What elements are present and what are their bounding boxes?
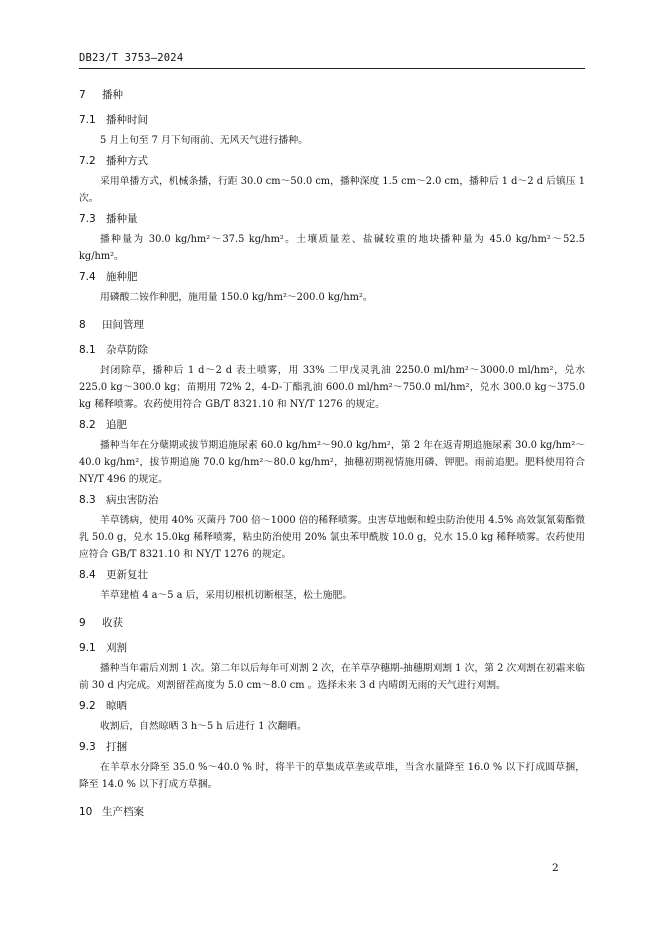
heading-number: 7 [79, 89, 86, 101]
heading-title: 更新复壮 [106, 569, 148, 581]
body-paragraph: 5 月上旬至 7 月下旬雨前、无风天气进行播种。 [100, 135, 308, 146]
clause-heading [79, 108, 585, 132]
clause-heading [79, 488, 585, 512]
heading-number: 9.1 [79, 642, 96, 654]
body-paragraph: 羊草建植 4 a～5 a 后，采用切根机切断根茎，松土施肥。 [100, 590, 353, 601]
heading-title: 刈割 [106, 642, 127, 654]
heading-title: 杂草防除 [106, 344, 148, 356]
body-paragraph: 播种当年霜后刈割 1 次。第二年以后每年可刈割 2 次，在羊草孕穗期-抽穗期刈割 1 次，第 2 次刈割在初霜来临前 30 d 内完成。刈割留茬高度为 5.0 cm～8.0 cm 。选择未来 3 d 内晴朗无雨的天气进行刈割。 [79, 663, 585, 691]
chapter-heading [79, 82, 585, 108]
heading-title: 收获 [102, 617, 123, 629]
heading-title: 追肥 [106, 419, 127, 431]
heading-title: 田间管理 [102, 319, 144, 331]
heading-title: 播种时间 [106, 114, 148, 126]
body-paragraph: 封闭除草，播种后 1 d～2 d 表土喷雾，用 33% 二甲戊灵乳油 2250.0 ml/hm²～3000.0 ml/hm²，兑水 225.0 kg～300.0 kg；苗期用 72% 2，4-D-丁酯乳油 600.0 ml/hm²～750.0 ml/hm²，兑水 300.0 kg～375.0 kg 稀释喷雾。农药使用符合 GB/T 8321.10 和 NY/T 1276 的规定。 [79, 365, 585, 410]
heading-number: 8.1 [79, 344, 96, 356]
heading-title: 生产档案 [102, 806, 144, 818]
header-rule [79, 68, 585, 69]
heading-number: 8.4 [79, 569, 96, 581]
chapter-heading [79, 610, 585, 636]
clause-heading [79, 207, 585, 231]
body-paragraph: 用磷酸二铵作种肥，施用量 150.0 kg/hm²～200.0 kg/hm²。 [100, 292, 373, 303]
clause-heading [79, 265, 585, 289]
heading-title: 播种量 [106, 213, 138, 225]
body-paragraph: 收割后，自然晾晒 3 h～5 h 后进行 1 次翻晒。 [100, 721, 307, 732]
heading-number: 8.2 [79, 419, 96, 431]
chapter-heading [79, 799, 585, 825]
heading-title: 病虫害防治 [106, 494, 159, 506]
heading-number: 9.3 [79, 741, 96, 753]
heading-number: 9 [79, 617, 86, 629]
body-paragraph: 播种当年在分蘖期或拔节期追施尿素 60.0 kg/hm²～90.0 kg/hm²，第 2 年在返青期追施尿素 30.0 kg/hm²～40.0 kg/hm²，拔节期追施 70.0 kg/hm²～80.0 kg/hm²，抽穗初期视情施用磷、钾肥。雨前追肥。肥料使用符合 NY/T 496 的规定。 [79, 440, 585, 485]
heading-number: 7.3 [79, 213, 96, 225]
clause-heading [79, 338, 585, 362]
body-paragraph: 播种量为 30.0 kg/hm²～37.5 kg/hm²。土壤质量差、盐碱较重的地块播种量为 45.0 kg/hm²～52.5 kg/hm²。 [79, 234, 585, 262]
document-code: DB23/T 3753—2024 [79, 52, 184, 64]
heading-number: 7.4 [79, 271, 96, 283]
heading-number: 7.1 [79, 114, 96, 126]
chapter-heading [79, 312, 585, 338]
clause-heading [79, 563, 585, 587]
heading-number: 7.2 [79, 155, 96, 167]
heading-number: 8.3 [79, 494, 96, 506]
heading-title: 播种方式 [106, 155, 148, 167]
heading-number: 10 [79, 806, 93, 818]
clause-heading [79, 636, 585, 660]
heading-title: 施种肥 [106, 271, 138, 283]
heading-title: 晾晒 [106, 700, 127, 712]
clause-heading [79, 413, 585, 437]
body-paragraph: 采用单播方式，机械条播，行距 30.0 cm～50.0 cm，播种深度 1.5 cm～2.0 cm，播种后 1 d～2 d 后镇压 1 次。 [79, 176, 585, 204]
heading-title: 播种 [102, 89, 123, 101]
clause-heading [79, 735, 585, 759]
body-paragraph: 羊草锈病，使用 40% 灭菌丹 700 倍～1000 倍的稀释喷雾。虫害草地螟和蝗虫防治使用 4.5% 高效氯氰菊酯微乳 50.0 g，兑水 15.0kg 稀释喷雾，粘虫防治使用 20% 氯虫苯甲酰胺 10.0 g，兑水 15.0 kg 稀释喷雾。农药使用应符合 GB/T 8321.10 和 NY/T 1276 的规定。 [79, 515, 585, 560]
heading-number: 8 [79, 319, 86, 331]
heading-title: 打捆 [106, 741, 127, 753]
body-paragraph: 在羊草水分降至 35.0 %～40.0 % 时，将半干的草集成草垄或草堆，当含水量降至 16.0 % 以下打成圆草捆，降至 14.0 % 以下打成方草捆。 [79, 762, 585, 790]
heading-number: 9.2 [79, 700, 96, 712]
clause-heading [79, 149, 585, 173]
page-number: 2 [552, 862, 559, 874]
clause-heading [79, 694, 585, 718]
document-body [79, 82, 585, 825]
